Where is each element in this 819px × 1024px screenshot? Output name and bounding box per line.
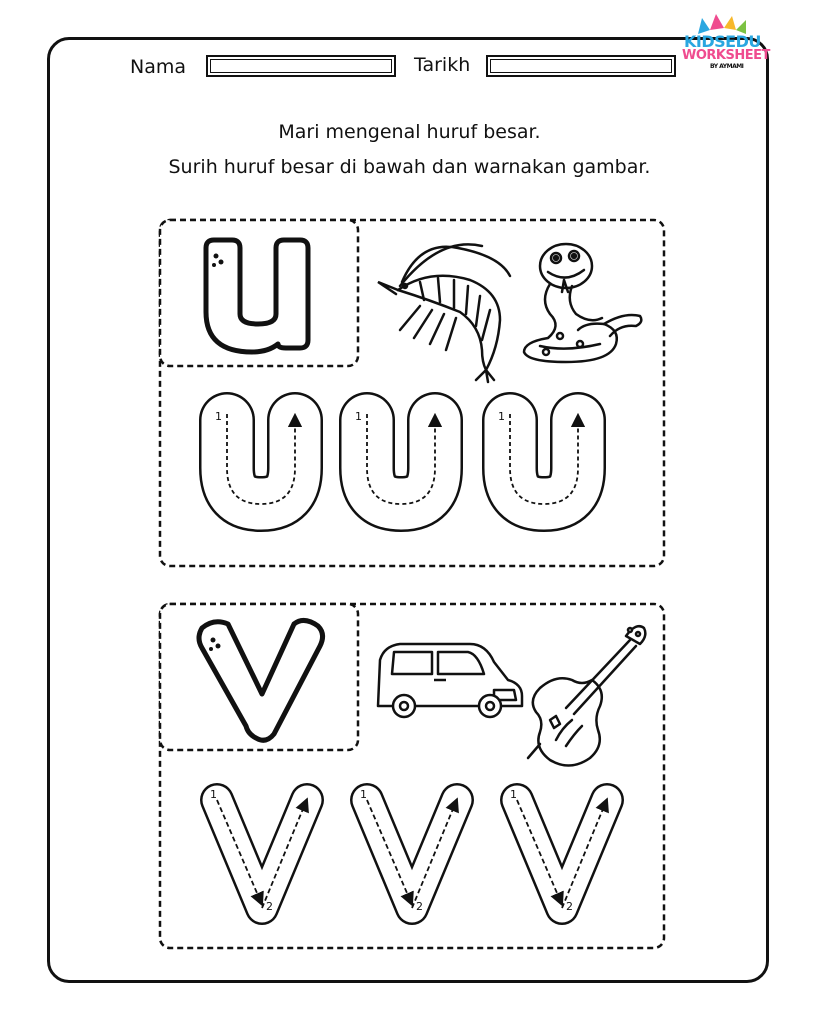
stroke-number: 2 [416,900,423,913]
stroke-number: 1 [355,410,362,423]
shrimp-illustration [378,244,510,382]
trace-v-row [210,788,607,913]
trace-letter-u[interactable] [355,410,435,504]
stroke-number: 1 [215,410,222,423]
logo-line1: KIDSEDU [684,32,761,51]
section-u [160,220,664,566]
trace-letter-v[interactable] [360,788,457,913]
snake-illustration [524,244,641,362]
section-v [160,604,664,948]
van-illustration [378,644,522,717]
stroke-number: 1 [360,788,367,801]
logo-line2: WORKSHEET [682,48,770,63]
instruction-line-2: Surih huruf besar di bawah dan warnakan gambar. [168,156,651,178]
logo-line3: BY AYMAMI [710,63,744,70]
trace-letter-v[interactable] [210,788,307,913]
stroke-number: 1 [210,788,217,801]
name-label: Nama [130,56,187,78]
stroke-number: 2 [266,900,273,913]
trace-letter-u[interactable] [215,410,295,504]
stroke-number: 2 [566,900,573,913]
date-label: Tarikh [414,54,471,76]
trace-letter-v[interactable] [510,788,607,913]
violin-illustration [528,626,645,765]
trace-letter-u[interactable] [498,410,578,504]
instruction-line-1: Mari mengenal huruf besar. [278,121,541,143]
trace-u-row [215,410,578,504]
stroke-number: 1 [498,410,505,423]
stroke-number: 1 [510,788,517,801]
